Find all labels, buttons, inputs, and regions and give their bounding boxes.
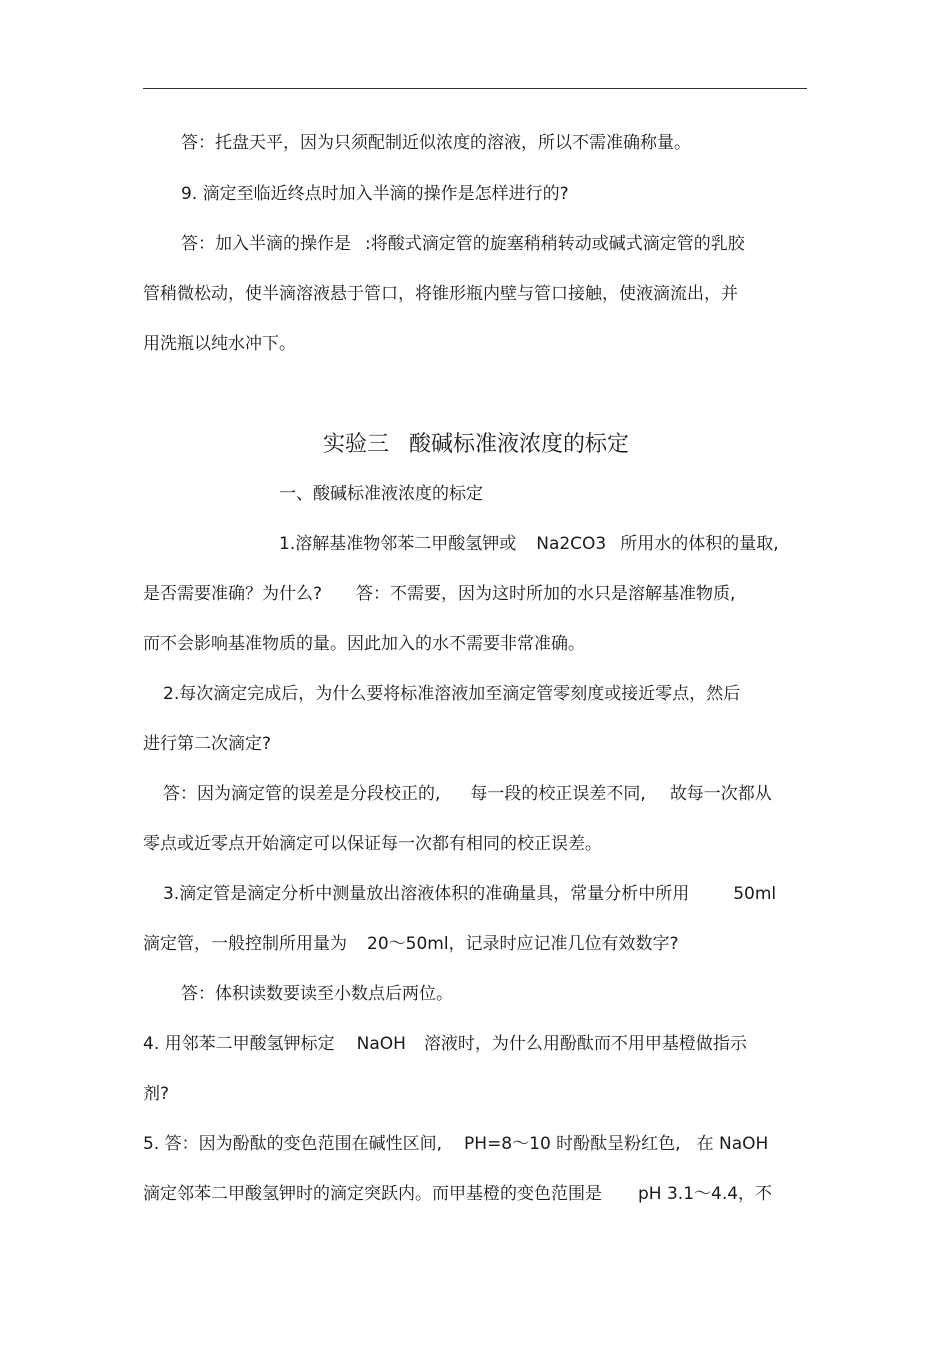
answer-1-line-2: 而不会影响基准物质的量。因此加入的水不需要非常准确。 [143, 634, 585, 654]
subsection-heading: 一、酸碱标准液浓度的标定 [279, 484, 483, 504]
answer-9-line-3: 用洗瓶以纯水冲下。 [143, 334, 296, 354]
answer-2-line-1 [163, 783, 772, 805]
q4-part-2: 溶液时，为什么用酚酞而不用甲基橙做指示 [423, 1034, 747, 1054]
answer-5-line-2 [143, 1183, 772, 1205]
a5-part-2: PH=8～10 时酚酞呈粉红色, [464, 1134, 681, 1154]
answer-9-part-2: :将酸式滴定管的旋塞稍稍转动或碱式滴定管的乳胶 [365, 234, 745, 254]
a5-part-3: 在 NaOH [696, 1134, 769, 1154]
q3-part-2: 滴定管，一般控制所用量为 [143, 934, 347, 954]
a5-part-5: pH 3.1～4.4，不 [638, 1184, 773, 1204]
header-rule [143, 88, 807, 89]
q4-part-1: 4. 用邻苯二甲酸氢钾标定 [143, 1034, 335, 1054]
section-title [323, 431, 629, 459]
q1-part-2: 所用水的体积的量取, [620, 534, 779, 554]
a5-part-4: 滴定邻苯二甲酸氢钾时的滴定突跃内。而甲基橙的变色范围是 [143, 1184, 602, 1204]
q3-volume: 50ml [733, 884, 777, 904]
q1-formula: Na2CO3 [536, 534, 607, 554]
section-title-number: 实验三 [323, 432, 390, 457]
answer-9-line-2: 管稍微松动，使半滴溶液悬于管口，将锥形瓶内壁与管口接触，使液滴流出，并 [143, 284, 738, 304]
answer-2-part-3: 故每一次都从 [669, 784, 772, 804]
question-1-line-2 [143, 583, 735, 605]
question-4-line-2: 剂? [143, 1084, 170, 1104]
question-2-line-2: 进行第二次滴定? [143, 734, 272, 754]
answer-2-part-2: 每一段的校正误差不同, [470, 784, 646, 804]
section-title-text: 酸碱标准液浓度的标定 [409, 432, 630, 457]
q1-part-3: 是否需要准确？为什么? [143, 584, 323, 604]
answer-9-part-1: 答：加入半滴的操作是 [181, 234, 351, 254]
question-9-line: 9. 滴定至临近终点时加入半滴的操作是怎样进行的? [181, 184, 569, 204]
a5-part-1: 5. 答：因为酚酞的变色范围在碱性区间, [143, 1134, 443, 1154]
question-3-line-1 [163, 883, 776, 905]
answer-1-part-1: 答：不需要，因为这时所加的水只是溶解基准物质, [356, 584, 736, 604]
answer-5-line-1 [143, 1133, 768, 1155]
q3-part-3: 20～50ml，记录时应记准几位有效数字? [367, 934, 679, 954]
answer-9-line-1 [181, 233, 745, 255]
answer-2-part-1: 答：因为滴定管的误差是分段校正的, [163, 784, 441, 804]
question-4-line-1 [143, 1033, 747, 1055]
question-3-line-2 [143, 933, 679, 955]
q4-formula: NaOH [356, 1034, 406, 1054]
answer-2-line-2: 零点或近零点开始滴定可以保证每一次都有相同的校正误差。 [143, 834, 602, 854]
question-1-line-1 [279, 533, 779, 555]
answer-3-line: 答：体积读数要读至小数点后两位。 [181, 984, 453, 1004]
question-2-line-1: 2.每次滴定完成后，为什么要将标准溶液加至滴定管零刻度或接近零点，然后 [163, 684, 741, 704]
q1-part-1: 1.溶解基准物邻苯二甲酸氢钾或 [279, 534, 517, 554]
answer-8-line: 答：托盘天平，因为只须配制近似浓度的溶液，所以不需准确称量。 [181, 133, 691, 153]
q3-part-1: 3.滴定管是滴定分析中测量放出溶液体积的准确量具，常量分析中所用 [163, 884, 690, 904]
